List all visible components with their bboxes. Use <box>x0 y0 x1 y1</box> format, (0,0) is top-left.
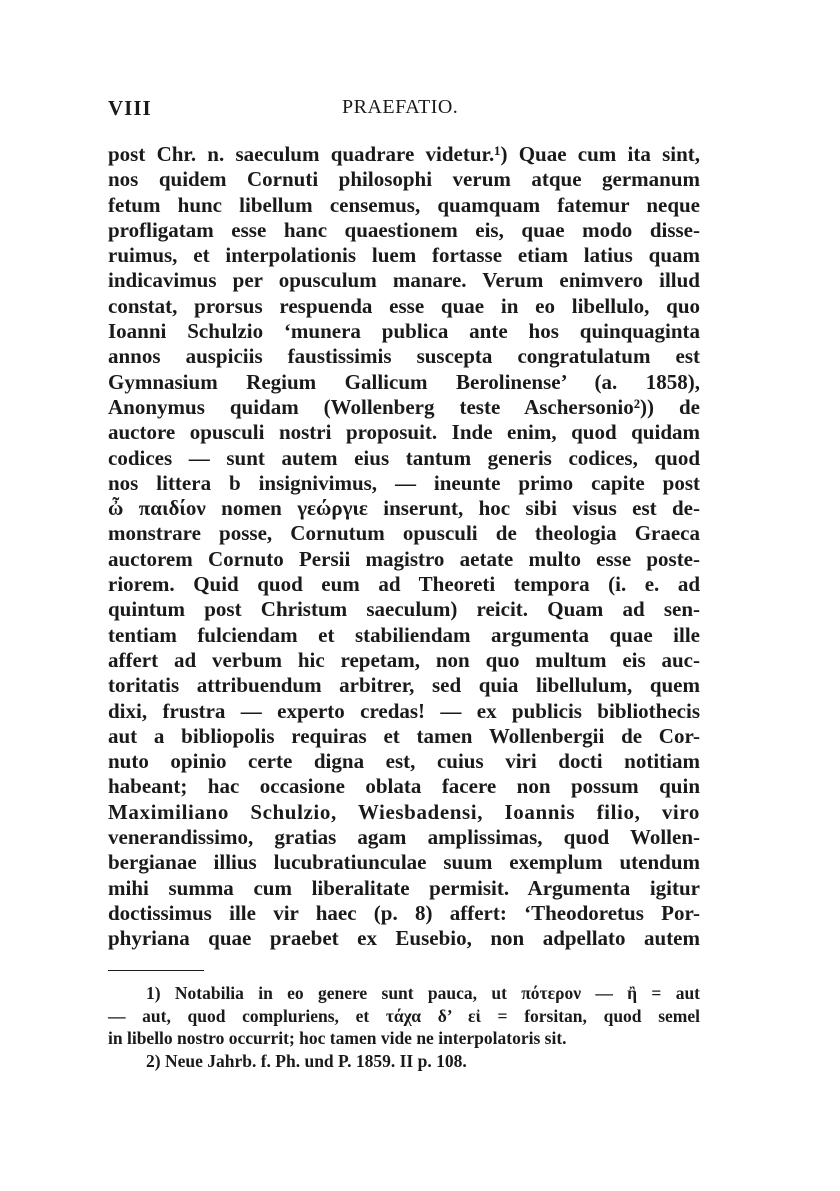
text-line: mihi summa cum liberalitate permisit. Argumenta igitur <box>108 875 700 900</box>
footnote-rule <box>108 970 204 971</box>
text-line: nos quidem Cornuti philosophi verum atque germanum <box>108 167 700 192</box>
footnotes <box>108 982 700 1072</box>
footnote-2: 2) Neue Jahrb. f. Ph. und P. 1859. II p. 108. <box>146 1050 467 1071</box>
text-line: post Chr. n. saeculum quadrare videtur.¹) Quae cum ita sint, <box>108 142 700 166</box>
text-line: auctorem Cornuto Persii magistro aetate multo esse poste- <box>108 546 700 571</box>
text-line: codices — sunt autem eius tantum generis codices, quod <box>108 445 700 470</box>
running-title: PRAEFATIO. <box>342 96 459 118</box>
main-text <box>108 142 700 952</box>
text-line: annos auspiciis faustissimis suscepta congratulatum est <box>108 344 700 369</box>
text-line: nos littera b insignivimus, — ineunte primo capite post <box>108 470 700 495</box>
text-line: bergianae illius lucubratiunculae suum exemplum utendum <box>108 850 700 875</box>
text-line: habeant; hac occasione oblata facere non possum quin <box>108 774 700 799</box>
text-line: constat, prorsus respuenda esse quae in eo libellulo, quo <box>108 293 700 318</box>
text-line: toritatis attribuendum arbitrer, sed quia libellulum, quem <box>108 673 700 698</box>
text-line: profligatam esse hanc quaestionem eis, quae modo disse- <box>108 217 700 242</box>
text-line: riorem. Quid quod eum ad Theoreti tempora (i. e. ad <box>108 572 700 597</box>
text-line: Maximiliano Schulzio, Wiesbadensi, Ioannis filio, viro <box>108 799 700 824</box>
footnote-1-line: in libello nostro occurrit; hoc tamen vide ne interpolatoris sit. <box>108 1028 567 1048</box>
text-line: Ioanni Schulzio ‘munera publica ante hos quinquaginta <box>108 319 700 344</box>
text-line: Anonymus quidam (Wollenberg teste Aschersonio²)) de <box>108 394 700 419</box>
text-line: nuto opinio certe digna est, cuius viri docti notitiam <box>108 749 700 774</box>
text-line: affert ad verbum hic repetam, non quo multum eis auc- <box>108 647 700 672</box>
text-line: phyriana quae praebet ex Eusebio, non adpellato autem <box>108 926 700 951</box>
text-line: aut a bibliopolis requiras et tamen Wollenbergii de Cor- <box>108 723 700 748</box>
text-line: dixi, frustra — experto credas! — ex publicis bibliothecis <box>108 698 700 723</box>
text-line: ruimus, et interpolationis luem fortasse etiam latius quam <box>108 243 700 268</box>
footnote-1-line: — aut, quod compluriens, et τάχα δ’ εἰ = forsitan, quod semel <box>108 1005 700 1026</box>
page-number: VIII <box>108 96 152 120</box>
text-line: ὦ παιδίον nomen γεώργιε inserunt, hoc sibi visus est de- <box>108 496 700 521</box>
text-line: auctore opusculi nostri proposuit. Inde enim, quod quidam <box>108 420 700 445</box>
text-line: tentiam fulciendam et stabiliendam argumenta quae ille <box>108 622 700 647</box>
text-line: indicavimus per opusculum manare. Verum enimvero illud <box>108 268 700 293</box>
footnote-1-line: 1) Notabilia in eo genere sunt pauca, ut πότερον — ἢ = aut <box>146 983 700 1003</box>
text-line: venerandissimo, gratias agam amplissimas, quod Wollen- <box>108 825 700 850</box>
text-line: doctissimus ille vir haec (p. 8) affert: ‘Theodoretus Por- <box>108 900 700 925</box>
running-head <box>108 96 708 126</box>
text-line: monstrare posse, Cornutum opusculi de theologia Graeca <box>108 521 700 546</box>
text-line: Gymnasium Regium Gallicum Berolinense’ (a. 1858), <box>108 369 700 394</box>
text-line: quintum post Christum saeculum) reicit. Quam ad sen- <box>108 597 700 622</box>
text-line: fetum hunc libellum censemus, quamquam fatemur neque <box>108 192 700 217</box>
